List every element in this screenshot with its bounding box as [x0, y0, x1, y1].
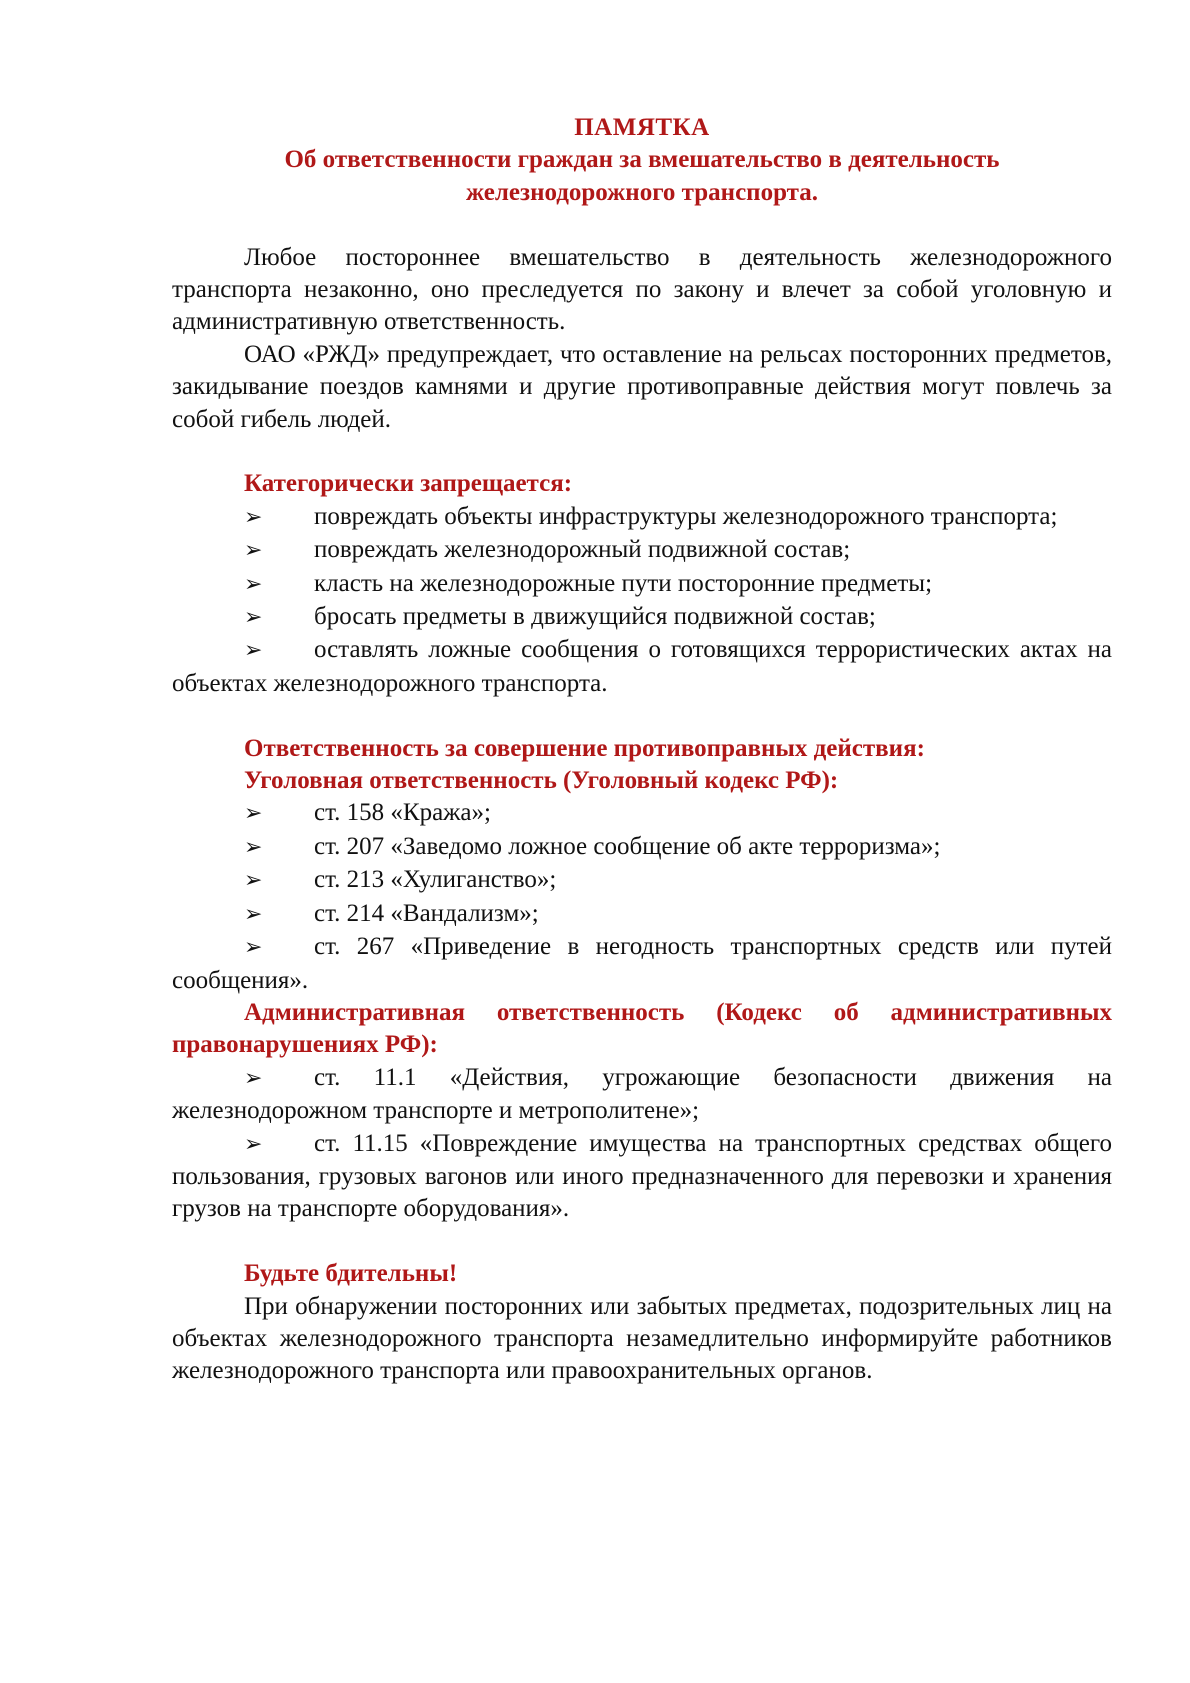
spacer — [172, 1226, 1112, 1258]
document-page — [172, 112, 1112, 1388]
arrow-bullet-icon: ➢ — [244, 901, 263, 927]
criminal-item: ➢ ст. 158 «Кража»; — [172, 797, 1112, 830]
criminal-item: ➢ ст. 207 «Заведомо ложное сообщение об акте терроризма»; — [172, 831, 1112, 864]
page-title: ПАМЯТКА — [574, 114, 710, 141]
arrow-bullet-icon: ➢ — [244, 1131, 263, 1157]
admin-item: ➢ ст. 11.15 «Повреждение имущества на транспортных средствах общего пользования, грузовых вагонов или иного предназначенного для перевозки и хранения грузов на транспорте оборудования». — [172, 1129, 1112, 1223]
prohibited-item: ➢ оставлять ложные сообщения о готовящихся террористических актах на объектах железнодорожного транспорта. — [172, 636, 1112, 697]
arrow-bullet-icon: ➢ — [244, 1065, 263, 1091]
arrow-bullet-icon: ➢ — [244, 504, 263, 530]
prohibited-heading: Категорически запрещается: — [244, 470, 573, 498]
arrow-bullet-icon: ➢ — [244, 638, 263, 664]
page-subtitle-line2: железнодорожного транспорта. — [466, 178, 818, 206]
arrow-bullet-icon: ➢ — [244, 571, 263, 597]
criminal-heading: Уголовная ответственность (Уголовный кодекс РФ): — [244, 767, 839, 795]
prohibited-item: ➢ повреждать объекты инфраструктуры железнодорожного транспорта; — [172, 501, 1112, 534]
arrow-bullet-icon: ➢ — [244, 801, 263, 827]
vigilance-text: При обнаружении посторонних или забытых предметах, подозрительных лиц на объектах железнодорожного транспорта незамедлительно информируйте работников железнодорожного транспорта или правоохранительных органов. — [172, 1292, 1112, 1385]
criminal-item: ➢ ст. 214 «Вандализм»; — [172, 898, 1112, 931]
admin-heading: Административная ответственность (Кодекс об административных правонарушениях РФ): — [172, 998, 1112, 1059]
arrow-bullet-icon: ➢ — [244, 935, 263, 961]
criminal-item: ➢ ст. 267 «Приведение в негодность транспортных средств или путей сообщения». — [172, 933, 1112, 994]
responsibility-heading: Ответственность за совершение противоправных действия: — [244, 734, 925, 762]
page-subtitle-line1: Об ответственности граждан за вмешательство в деятельность — [284, 146, 1000, 174]
arrow-bullet-icon: ➢ — [244, 538, 263, 564]
arrow-bullet-icon: ➢ — [244, 834, 263, 860]
arrow-bullet-icon: ➢ — [244, 868, 263, 894]
admin-item: ➢ ст. 11.1 «Действия, угрожающие безопасности движения на железнодорожном транспорте и метрополитене»; — [172, 1063, 1112, 1125]
spacer — [172, 436, 1112, 468]
intro-paragraph-2: ОАО «РЖД» предупреждает, что оставление на рельсах посторонних предметов, закидывание поездов камнями и другие противоправные действия могут повлечь за собой гибель людей. — [172, 340, 1112, 433]
spacer — [172, 209, 1112, 241]
prohibited-item: ➢ класть на железнодорожные пути посторонние предметы; — [172, 568, 1112, 601]
prohibited-item: ➢ бросать предметы в движущийся подвижной состав; — [172, 601, 1112, 634]
intro-paragraph-1: Любое постороннее вмешательство в деятельность железнодорожного транспорта незаконно, оно преследуется по закону и влечет за собой уголовную и административную ответственность. — [172, 243, 1112, 336]
spacer — [172, 700, 1112, 732]
vigilance-heading: Будьте бдительны! — [244, 1260, 458, 1288]
prohibited-item: ➢ повреждать железнодорожный подвижной состав; — [172, 534, 1112, 567]
criminal-item: ➢ ст. 213 «Хулиганство»; — [172, 864, 1112, 897]
arrow-bullet-icon: ➢ — [244, 605, 263, 631]
